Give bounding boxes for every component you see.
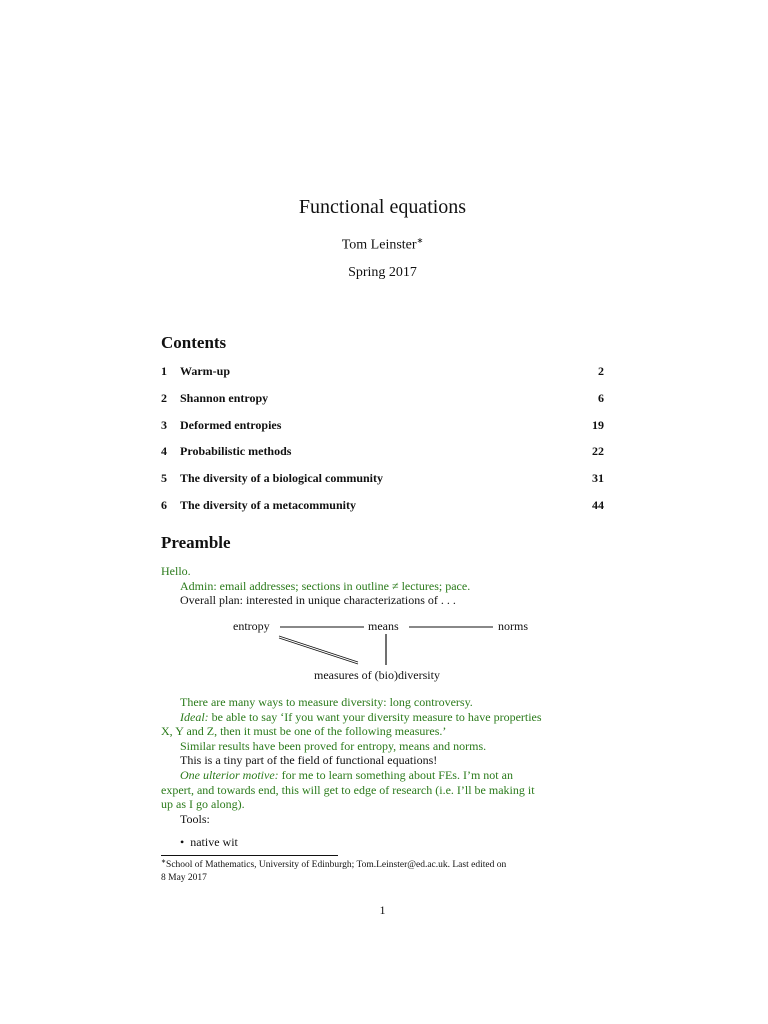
ideal-text-1: be able to say ‘If you want your diversity measure to have properties	[208, 709, 542, 724]
toc-item-title: Probabilistic methods	[180, 444, 292, 459]
author-footnote-mark[interactable]: ∗	[416, 236, 424, 245]
diagram-node-norms: norms	[498, 619, 528, 633]
admin-prefix: Admin: email addresses; sections in outline	[180, 578, 392, 593]
author-line	[161, 236, 604, 254]
diagram-node-means: means	[368, 619, 399, 633]
toc-item-title: The diversity of a biological community	[180, 471, 383, 486]
motive-line-1	[161, 768, 604, 783]
motive-label: One ulterior motive:	[180, 767, 279, 782]
diagram-node-entropy: entropy	[233, 619, 270, 633]
paper-date: Spring 2017	[348, 265, 417, 280]
author-name: Tom Leinster	[341, 237, 417, 253]
ideal-line-1	[161, 710, 604, 725]
paper-page	[161, 0, 604, 1024]
toc-item-page: 44	[592, 497, 604, 512]
toc-item-title: Shannon entropy	[180, 390, 269, 405]
toc-item[interactable]	[161, 418, 604, 445]
relationship-diagram	[161, 616, 604, 686]
hello-line: Hello.	[161, 564, 191, 578]
toc-item[interactable]	[161, 391, 604, 418]
toc-item-title: Warm-up	[180, 364, 231, 378]
footnote-mark: ∗	[161, 859, 167, 865]
toc-item-title: Deformed entropies	[180, 417, 282, 432]
diagram-node-diversity: measures of (bio)diversity	[314, 668, 440, 682]
admin-line	[161, 579, 604, 594]
footnote-line-2: 8 May 2017	[161, 872, 207, 883]
toc-item-page: 22	[592, 444, 604, 459]
tools-line: Tools:	[180, 811, 210, 826]
toc-item-number: 6	[161, 497, 167, 512]
footnote-text-1: School of Mathematics, University of Edinburgh; Tom.Leinster@ed.ac.uk. Last edited on	[166, 860, 507, 871]
toc-item[interactable]	[161, 471, 604, 498]
toc-item[interactable]	[161, 444, 604, 471]
preamble-body	[161, 695, 604, 826]
motive-line-3: up as I go along).	[161, 797, 245, 812]
toc-item-page: 2	[598, 364, 604, 378]
toc-item-number: 4	[161, 444, 167, 459]
similar-results-line: Similar results have been proved for entropy, means and norms.	[180, 738, 487, 753]
admin-suffix: lectures; pace.	[398, 578, 471, 593]
toc-item-page: 31	[592, 471, 604, 486]
footnote-line-1	[161, 856, 604, 872]
toc-item-number: 1	[161, 364, 167, 378]
toc-item[interactable]	[161, 498, 604, 525]
toc-item-title: The diversity of a metacommunity	[180, 497, 356, 512]
paper-title: Functional equations	[298, 196, 467, 218]
preamble-heading: Preamble	[161, 533, 231, 552]
entropy-diversity-edge-a	[279, 636, 358, 662]
bullet-text: native wit	[190, 835, 238, 849]
preamble-intro	[161, 564, 604, 608]
controversy-line: There are many ways to measure diversity: long controversy.	[180, 695, 473, 709]
toc-item[interactable]	[161, 364, 604, 391]
list-item	[180, 835, 238, 850]
toc-item-page: 6	[598, 390, 604, 405]
overall-plan-line: Overall plan: interested in unique characterizations of . . .	[180, 593, 456, 608]
motive-line-2: expert, and towards end, this will get to edge of research (i.e. I’ll be making it	[161, 782, 535, 797]
entropy-diversity-edge-b	[279, 638, 358, 664]
table-of-contents	[161, 364, 604, 525]
ideal-line-2: X, Y and Z, then it must be one of the following measures.’	[161, 724, 447, 739]
motive-text-1: for me to learn something about FEs. I’m not an	[278, 767, 513, 782]
toc-item-number: 2	[161, 390, 167, 405]
contents-heading: Contents	[161, 333, 227, 352]
toc-item-number: 5	[161, 471, 167, 486]
page-number: 1	[379, 903, 386, 917]
ideal-label: Ideal:	[180, 709, 209, 724]
not-equal-symbol: ≠	[391, 578, 399, 593]
toc-item-number: 3	[161, 417, 167, 432]
toc-item-page: 19	[592, 417, 604, 432]
tiny-part-line: This is a tiny part of the field of functional equations!	[180, 753, 438, 768]
bullet-icon: •	[180, 835, 191, 849]
footnote	[161, 856, 604, 884]
